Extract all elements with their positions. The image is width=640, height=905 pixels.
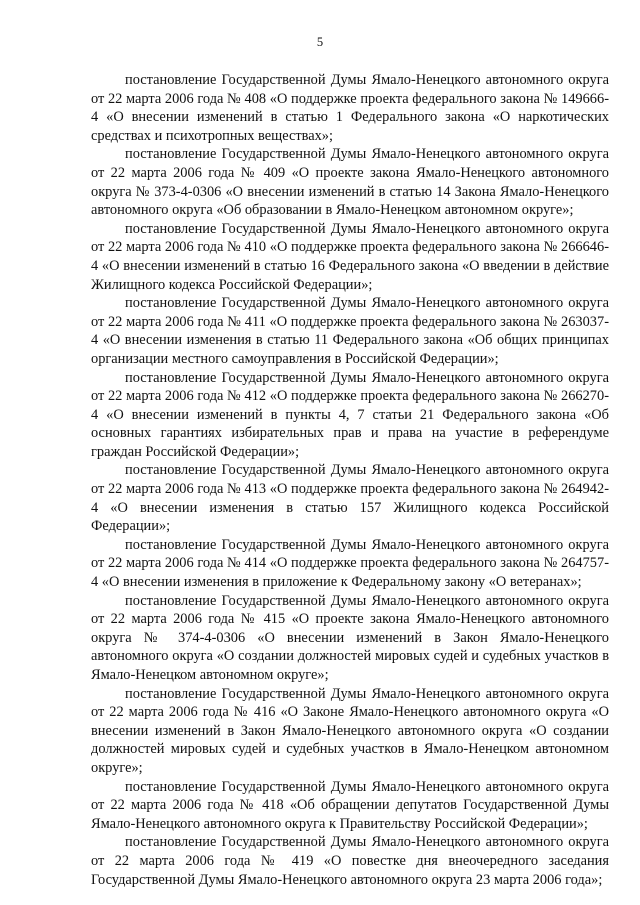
- paragraph-414: постановление Государственной Думы Ямало-Ненецкого автономного округа от 22 марта 2006 года № 414 «О поддержке проекта федерального закона № 264757-4 «О внесении изменения в приложение к Федеральному закону «О ветеранах»;: [91, 536, 609, 591]
- paragraph-418: постановление Государственной Думы Ямало-Ненецкого автономного округа от 22 марта 2006 года № 418 «Об обращении депутатов Государственной Думы Ямало-Ненецкого автономного округа к Правительству Российской Федерации»;: [91, 778, 609, 832]
- paragraph-408: постановление Государственной Думы Ямало-Ненецкого автономного округа от 22 марта 2006 года № 408 «О поддержке проекта федерального закона № 149666-4 «О внесении изменений в статью 1 Федерального закона «О наркотических средствах и психотропных веществах»;: [91, 72, 609, 144]
- page-number: 5: [316, 35, 324, 49]
- paragraph-411: постановление Государственной Думы Ямало-Ненецкого автономного округа от 22 марта 2006 года № 411 «О поддержке проекта федерального закона № 263037-4 «О внесении изменения в статью 11 Федерального закона «Об общих принципах организации местного самоуправления в Российской Федерации»;: [91, 295, 609, 367]
- paragraph-413: постановление Государственной Думы Ямало-Ненецкого автономного округа от 22 марта 2006 года № 413 «О поддержке проекта федерального закона № 264942-4 «О внесении изменения в статью 157 Жилищного кодекса Российской Федерации»;: [91, 462, 609, 535]
- document-body: [91, 71, 609, 889]
- paragraph-409: постановление Государственной Думы Ямало-Ненецкого автономного округа от 22 марта 2006 года № 409 «О проекте закона Ямало-Ненецкого автономного округа № 373-4-0306 «О внесении изменений в статью 14 Закона Ямало-Ненецкого автономного округа «Об образовании в Ямало-Ненецком автономном округе»;: [91, 146, 609, 219]
- paragraph-410: постановление Государственной Думы Ямало-Ненецкого автономного округа от 22 марта 2006 года № 410 «О поддержке проекта федерального закона № 266646-4 «О внесении изменений в статью 16 Федерального закона «О введении в действие Жилищного кодекса Российской Федерации»;: [91, 220, 609, 293]
- paragraph-416: постановление Государственной Думы Ямало-Ненецкого автономного округа от 22 марта 2006 года № 416 «О Законе Ямало-Ненецкого автономного округа «О внесении изменений в Закон Ямало-Ненецкого автономного округа «О создании должностей мировых судей и судебных участков в Ямало-Ненецком автономном округе»;: [91, 685, 609, 776]
- paragraph-419: постановление Государственной Думы Ямало-Ненецкого автономного округа от 22 марта 2006 года № 419 «О повестке дня внеочередного заседания Государственной Думы Ямало-Ненецкого автономного округа 23 марта 2006 года»;: [91, 834, 609, 888]
- paragraph-415: постановление Государственной Думы Ямало-Ненецкого автономного округа от 22 марта 2006 года № 415 «О проекте закона Ямало-Ненецкого автономного округа № 374-4-0306 «О внесении изменений в Закон Ямало-Ненецкого автономного округа «О создании должностей мировых судей и судебных участков в Ямало-Ненецком автономном округе»;: [91, 592, 609, 683]
- paragraph-412: постановление Государственной Думы Ямало-Ненецкого автономного округа от 22 марта 2006 года № 412 «О поддержке проекта федерального закона № 266270-4 «О внесении изменений в пункты 4, 7 статьи 21 Федерального закона «Об основных гарантиях избирательных прав и права на участие в референдуме граждан Российской Федерации»;: [91, 369, 609, 460]
